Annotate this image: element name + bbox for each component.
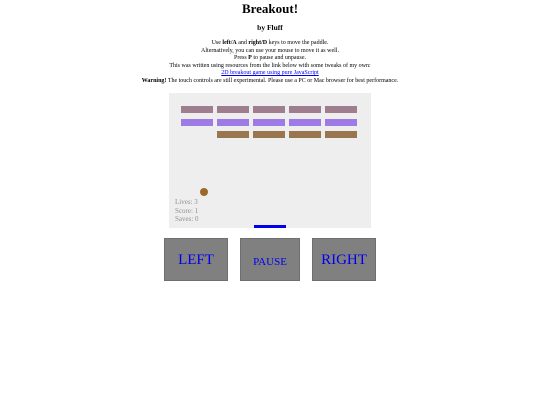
key-pause: P <box>248 55 252 61</box>
left-button[interactable]: LEFT <box>164 238 228 281</box>
warning-label: Warning! <box>141 77 167 84</box>
key-right: right/D <box>248 40 268 46</box>
score-counter: Score: 1 <box>175 206 199 215</box>
brick <box>181 119 213 126</box>
page-title: Breakout! <box>241 1 299 16</box>
brick <box>325 131 357 138</box>
brick <box>217 119 249 126</box>
brick <box>325 106 357 113</box>
ball <box>200 188 208 196</box>
tutorial-link-row <box>0 70 540 78</box>
brick <box>325 119 357 126</box>
instructions <box>0 40 540 85</box>
author-byline: by Fluff <box>257 23 283 32</box>
brick <box>181 106 213 113</box>
brick <box>289 131 321 138</box>
brick <box>289 119 321 126</box>
brick <box>217 106 249 113</box>
paddle <box>254 225 286 228</box>
brick <box>253 119 285 126</box>
brick <box>253 131 285 138</box>
brick <box>253 106 285 113</box>
saves-counter: Saves: 0 <box>175 215 199 223</box>
pause-button[interactable]: PAUSE <box>240 238 300 281</box>
tutorial-link[interactable]: 2D breakout game using pure JavaScript <box>221 70 319 76</box>
touch-warning: Warning! The touch controls are still experimental. Please use a PC or Mac browser for best performance. <box>141 77 399 84</box>
brick <box>289 106 321 113</box>
game-canvas[interactable] <box>169 93 371 228</box>
game-stats <box>175 198 199 224</box>
key-left: left/A <box>222 40 237 46</box>
instructions-pause: Press P to pause and unpause. <box>234 55 306 61</box>
instructions-keys: Use left/A and right/D keys to move the paddle. <box>211 40 329 46</box>
instructions-credit: This was written using resources from the link below with some tweaks of my own: <box>169 62 371 69</box>
right-button[interactable]: RIGHT <box>312 238 376 281</box>
lives-counter: Lives: 3 <box>175 198 198 206</box>
brick <box>217 131 249 138</box>
instructions-mouse: Alternatively, you can use your mouse to move it as well. <box>201 47 339 54</box>
